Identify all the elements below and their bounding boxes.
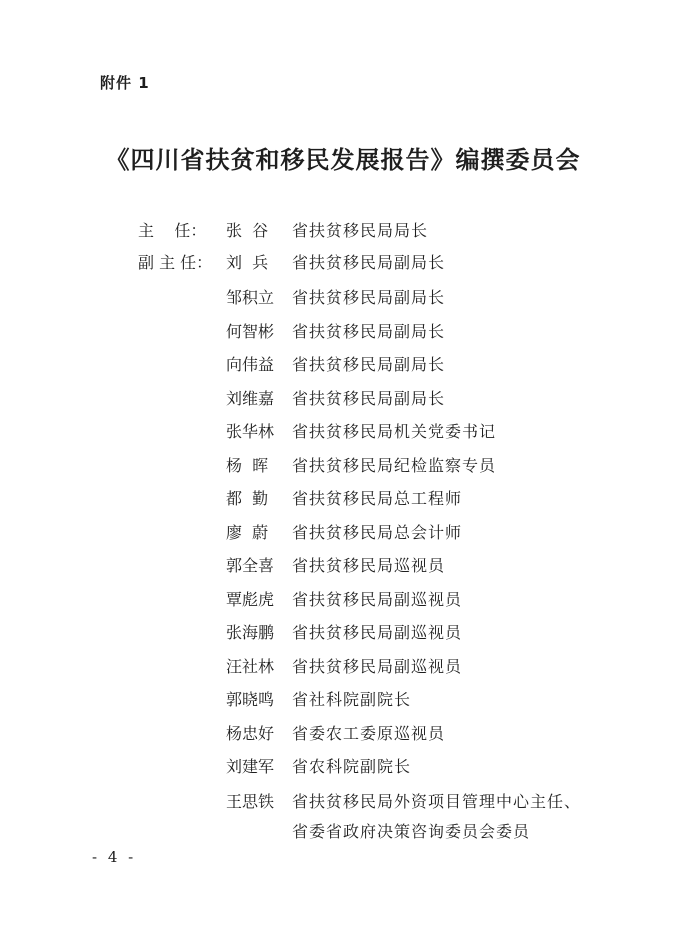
document-title: 《四川省扶贫和移民发展报告》编撰委员会	[105, 145, 581, 174]
member-row	[0, 520, 686, 554]
member-row	[0, 218, 686, 252]
member-position: 省扶贫移民局总会计师	[292, 523, 463, 542]
member-position: 省扶贫移民局机关党委书记	[292, 422, 497, 441]
member-row	[0, 453, 686, 487]
member-row	[0, 352, 686, 386]
member-row	[0, 789, 686, 853]
member-position: 省扶贫移民局巡视员	[292, 556, 446, 575]
member-name: 都 勤	[226, 489, 269, 508]
member-position: 省扶贫移民局局长	[292, 221, 429, 240]
member-name: 杨忠好	[226, 724, 275, 743]
member-position: 省扶贫移民局副局长	[292, 355, 446, 374]
member-row	[0, 486, 686, 520]
member-position: 省扶贫移民局副局长	[292, 389, 446, 408]
member-row	[0, 419, 686, 453]
member-name: 张海鹏	[226, 623, 275, 642]
member-name: 郭全喜	[226, 556, 275, 575]
member-row	[0, 386, 686, 420]
member-position: 省扶贫移民局外资项目管理中心主任、	[292, 792, 582, 811]
member-role: 主 任：	[138, 221, 207, 240]
member-name: 杨 晖	[226, 456, 269, 475]
member-name: 刘维嘉	[226, 389, 275, 408]
member-position: 省扶贫移民局副局长	[292, 253, 446, 272]
member-name: 邹积立	[226, 288, 275, 307]
member-name: 向伟益	[226, 355, 275, 374]
member-position: 省扶贫移民局副局长	[292, 322, 446, 341]
member-position: 省扶贫移民局副巡视员	[292, 657, 463, 676]
member-name: 刘 兵	[226, 253, 269, 272]
member-row	[0, 553, 686, 587]
attachment-label: 附件 1	[100, 74, 150, 92]
member-row	[0, 654, 686, 688]
member-position: 省扶贫移民局副巡视员	[292, 590, 463, 609]
member-row	[0, 687, 686, 721]
member-position-continued: 省委省政府决策咨询委员会委员	[292, 822, 531, 841]
member-name: 廖 蔚	[226, 523, 269, 542]
member-name: 何智彬	[226, 322, 275, 341]
member-name: 刘建军	[226, 757, 275, 776]
member-row	[0, 587, 686, 621]
member-position: 省社科院副院长	[292, 690, 412, 709]
member-position: 省扶贫移民局副巡视员	[292, 623, 463, 642]
member-name: 张 谷	[226, 221, 269, 240]
member-name: 郭晓鸣	[226, 690, 275, 709]
member-row	[0, 721, 686, 755]
member-name: 覃彪虎	[226, 590, 275, 609]
member-name: 汪社林	[226, 657, 275, 676]
member-row	[0, 285, 686, 319]
member-role: 副 主 任：	[138, 253, 213, 272]
member-row	[0, 319, 686, 353]
member-row	[0, 620, 686, 654]
member-position: 省委农工委原巡视员	[292, 724, 446, 743]
member-row	[0, 754, 686, 788]
page-number: - 4 -	[92, 848, 137, 866]
member-row	[0, 250, 686, 284]
member-position: 省农科院副院长	[292, 757, 412, 776]
member-position: 省扶贫移民局总工程师	[292, 489, 463, 508]
member-position: 省扶贫移民局纪检监察专员	[292, 456, 497, 475]
member-name: 王思铁	[226, 792, 275, 811]
member-name: 张华林	[226, 422, 275, 441]
member-position: 省扶贫移民局副局长	[292, 288, 446, 307]
